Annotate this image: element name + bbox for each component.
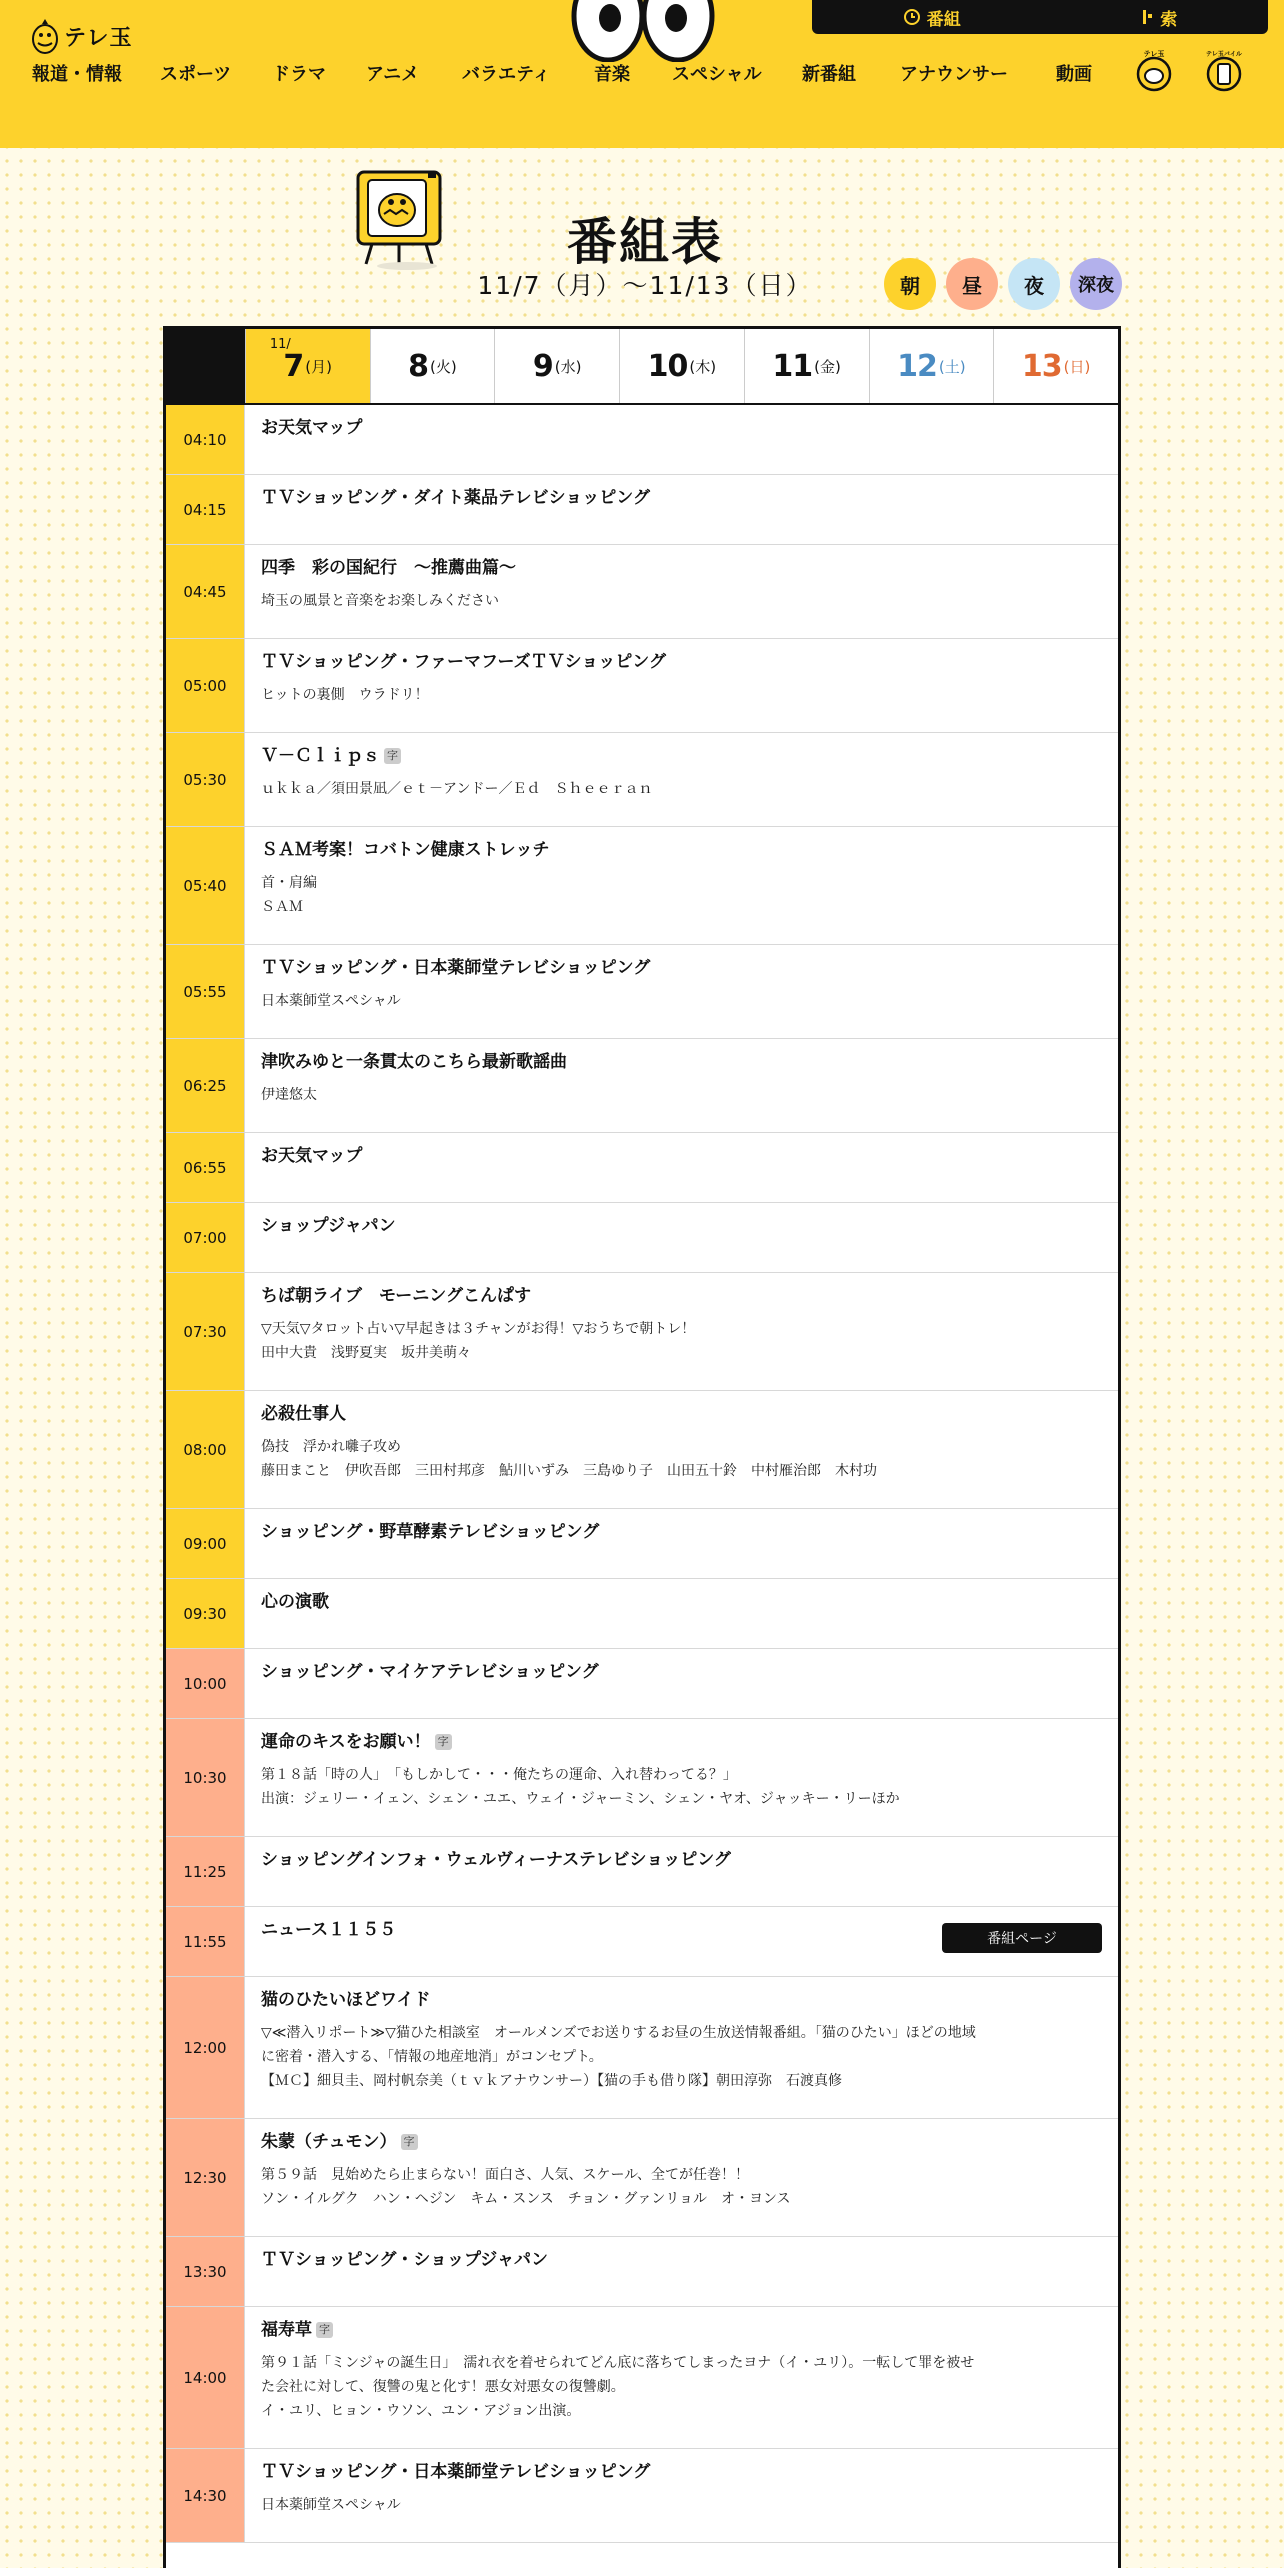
program-time: 09:00 (166, 1509, 245, 1578)
program-time: 11:25 (166, 1837, 245, 1906)
program-title-wrap (261, 1989, 1102, 2011)
program-row (166, 1203, 1118, 1273)
program-title-wrap (261, 1731, 1102, 1753)
program-time: 05:55 (166, 945, 245, 1038)
program-description-line: 偽技 浮かれ囃子攻め (261, 1439, 401, 1455)
program-cell[interactable] (245, 1203, 1118, 1272)
program-title: ＴＶショッピング・ダイト薬品テレビショッピング (261, 488, 650, 508)
program-title-wrap (261, 1403, 1102, 1425)
day-tab-9[interactable] (494, 329, 619, 403)
program-description (261, 871, 1102, 919)
day-tab-11[interactable] (744, 329, 869, 403)
program-title: ＴＶショッピング・日本薬師堂テレビショッピング (261, 2462, 651, 2482)
program-list (166, 405, 1118, 2543)
program-description (261, 989, 1102, 1013)
program-description (261, 1083, 1102, 1107)
day-tab-date: 8 (408, 348, 428, 384)
site-logo[interactable] (30, 16, 133, 56)
subtitle-badge: 字 (401, 2134, 418, 2150)
program-row (166, 1509, 1118, 1579)
program-title-wrap (261, 1051, 1102, 1073)
program-description-line: 首・肩編 (261, 875, 317, 891)
filter-late-night-label: 深夜 (1078, 275, 1114, 296)
program-cell[interactable] (245, 1649, 1118, 1718)
day-tab-date: 11 (772, 348, 813, 384)
program-title-wrap (261, 2249, 1102, 2271)
program-row (166, 1133, 1118, 1203)
program-schedule (163, 326, 1121, 2568)
program-description-line: ▽天気▽タロット占い▽早起きは３チャンがお得！▽おうちで朝トレ！ (261, 1321, 696, 1337)
main-nav (0, 60, 1284, 90)
nav-music[interactable]: 音楽 (594, 64, 630, 85)
program-title: ショッピング・マイケアテレビショッピング (261, 1662, 599, 1682)
program-time: 06:55 (166, 1133, 245, 1202)
program-row (166, 1391, 1118, 1509)
schedule-link[interactable] (903, 5, 961, 30)
program-description-line: 日本薬師堂スペシャル (261, 993, 401, 1009)
program-title-wrap (261, 839, 1102, 861)
program-cell[interactable] (245, 2119, 1118, 2236)
nav-drama[interactable]: ドラマ (272, 64, 326, 85)
program-title-wrap (261, 1521, 1102, 1543)
logo-text: テレ玉 (64, 25, 133, 51)
program-title: 福寿草 (261, 2320, 312, 2340)
program-description-line: ＳＡＭ (261, 899, 303, 915)
day-tab-date: 12 (897, 348, 937, 384)
program-time: 04:45 (166, 545, 245, 638)
mascot-logo-icon (30, 17, 60, 55)
program-cell[interactable] (245, 1273, 1118, 1390)
day-tab-date: 13 (1021, 348, 1062, 384)
day-tab-10[interactable] (619, 329, 744, 403)
program-description (261, 1435, 1102, 1483)
day-tab-weekday: (火) (430, 357, 457, 376)
top-utility-bar (812, 0, 1268, 34)
subtitle-badge: 字 (384, 748, 401, 764)
program-title: お天気マップ (261, 418, 363, 438)
program-row (166, 639, 1118, 733)
program-row (166, 2119, 1118, 2237)
program-title: ショップジャパン (261, 1216, 396, 1236)
program-time: 09:30 (166, 1579, 245, 1648)
program-title-wrap (261, 2319, 1102, 2341)
date-range: 11/7（月）〜11/13（日） (477, 271, 813, 300)
clock-icon (903, 8, 921, 26)
program-row (166, 475, 1118, 545)
program-description-line: 第５９話 見始めたら止まらない！面白さ、人気、スケール、全てが任巻！！ (261, 2167, 750, 2183)
program-row (166, 1907, 1118, 1977)
program-cell[interactable] (245, 1719, 1118, 1836)
program-description (261, 2163, 1102, 2211)
program-cell[interactable] (245, 545, 1118, 638)
program-cell[interactable] (245, 2449, 1118, 2542)
program-title-wrap (261, 487, 1102, 509)
day-tab-8[interactable] (370, 329, 495, 403)
program-cell[interactable] (245, 1133, 1118, 1202)
program-description-line: ヒットの裏側 ウラドリ！ (261, 687, 429, 703)
day-tab-weekday: (木) (689, 357, 717, 376)
program-time: 13:30 (166, 2237, 245, 2306)
filter-morning-button[interactable] (884, 258, 936, 310)
program-cell[interactable] (245, 1039, 1118, 1132)
program-description-line: 第１８話「時の人」 「もしかして・・・俺たちの運命、入れ替わってる？」 (261, 1767, 737, 1783)
program-row (166, 2307, 1118, 2449)
day-tab-weekday: (水) (554, 357, 582, 376)
day-tab-date: 7 (283, 348, 304, 384)
program-row (166, 1977, 1118, 2119)
program-title-wrap (261, 1215, 1102, 1237)
program-title: 猫のひたいほどワイド (261, 1990, 431, 2010)
program-description (261, 777, 1102, 801)
program-title: ニュース１１５５ (261, 1920, 397, 1940)
program-row (166, 827, 1118, 945)
program-description-line: ▽≪潜入リポート≫▽猫ひた相談室 オールメンズでお送りするお昼の生放送情報番組。「猫のひたい」ほどの地域 (261, 2025, 976, 2041)
page-title: 番組表 (567, 213, 723, 271)
day-tab-date: 10 (647, 348, 688, 384)
nav-videos[interactable]: 動画 (1056, 64, 1092, 85)
filter-evening-label: 夜 (1024, 273, 1044, 298)
program-title: ちば朝ライブ モーニングこんぱす (261, 1286, 531, 1306)
program-row (166, 945, 1118, 1039)
program-time: 10:00 (166, 1649, 245, 1718)
day-tab-weekday: (月) (305, 357, 332, 376)
filter-evening-button[interactable] (1008, 258, 1060, 310)
program-cell[interactable] (245, 2307, 1118, 2448)
day-tabs-corner (166, 329, 245, 403)
program-title: ＴＶショッピング・ファーマフーズＴＶショッピング (261, 652, 666, 672)
program-row (166, 1649, 1118, 1719)
program-title: 心の演歌 (261, 1592, 329, 1612)
tv-mascot-icon (352, 168, 462, 270)
program-title: ＳＡＭ考案！コバトン健康ストレッチ (261, 840, 550, 860)
program-title: ＴＶショッピング・ショップジャパン (261, 2250, 548, 2270)
program-time: 04:10 (166, 405, 245, 474)
filter-late-night-button[interactable] (1070, 258, 1122, 310)
program-title-wrap (261, 957, 1102, 979)
program-title-wrap (261, 651, 1102, 673)
nav-sports[interactable]: スポーツ (160, 64, 232, 85)
program-title-wrap (261, 1591, 1102, 1613)
day-tabs (166, 329, 1118, 405)
program-time: 06:25 (166, 1039, 245, 1132)
day-tab-weekday: (日) (1063, 357, 1091, 376)
program-cell[interactable] (245, 405, 1118, 474)
program-description-line: 藤田まこと 伊吹吾郎 三田村邦彦 鮎川いずみ 三島ゆり子 山田五十鈴 中村雁治郎 木村功 (261, 1463, 877, 1479)
program-title: お天気マップ (261, 1146, 363, 1166)
program-title: 津吹みゆと一条貫太のこちら最新歌謡曲 (261, 1052, 567, 1072)
program-description-line: 第９１話「ミンジャの誕生日」 濡れ衣を着せられてどん底に落ちてしまったヨナ（イ・ユリ）。一転して罪を被せ (261, 2355, 975, 2371)
day-tab-date: 9 (532, 348, 553, 384)
subtitle-badge: 字 (316, 2322, 333, 2338)
nav-special[interactable]: スペシャル (672, 64, 762, 85)
program-description-line: ｕｋｋａ／須田景凪／ｅｔ－アンドー／Ｅｄ Ｓｈｅｅｒａｎ (261, 781, 653, 797)
nav-news[interactable]: 報道・情報 (32, 64, 122, 85)
nav-new-programs[interactable]: 新番組 (802, 64, 856, 85)
day-tab-weekday: (土) (938, 357, 966, 376)
program-time: 07:30 (166, 1273, 245, 1390)
site-header (0, 0, 1284, 148)
program-title: Ｖ－Ｃｌｉｐｓ (261, 746, 380, 766)
program-description (261, 2351, 1102, 2423)
program-title: 四季 彩の国紀行 ～推薦曲篇～ (261, 558, 516, 578)
program-description (261, 1317, 1102, 1365)
program-title-wrap (261, 417, 1102, 439)
program-description-line: た会社に対して、復讐の鬼と化す！悪女対悪女の復讐劇。 (261, 2379, 625, 2395)
program-description (261, 683, 1102, 707)
program-cell[interactable] (245, 1391, 1118, 1508)
program-title: 運命のキスをお願い！ (261, 1732, 431, 1752)
program-time: 05:40 (166, 827, 245, 944)
program-description-line: ソン・イルグク ハン・ヘジン キム・スンス チョン・グァンリョル オ・ヨンス (261, 2191, 791, 2207)
program-cell[interactable] (245, 2237, 1118, 2306)
program-cell[interactable] (245, 733, 1118, 826)
teletama-mobile-icon[interactable] (1204, 48, 1244, 92)
program-page-button[interactable]: 番組ページ (942, 1923, 1102, 1953)
program-description-line: 埼玉の風景と音楽をお楽しみください (261, 593, 499, 609)
teletama-app-icon[interactable] (1134, 48, 1174, 92)
search-icon (1142, 8, 1154, 26)
program-cell[interactable] (245, 1579, 1118, 1648)
program-title-wrap (261, 2461, 1102, 2483)
program-time: 05:00 (166, 639, 245, 732)
program-row (166, 1273, 1118, 1391)
header-zigzag-edge (0, 135, 1284, 153)
program-row (166, 733, 1118, 827)
teletama-mobile-label: テレ玉バイル (1206, 51, 1242, 58)
day-tab-month: 11/ (269, 337, 291, 352)
program-time: 08:00 (166, 1391, 245, 1508)
filter-morning-label: 朝 (900, 273, 920, 298)
search-link[interactable] (1142, 5, 1177, 30)
program-description (261, 1763, 1102, 1811)
program-time: 10:30 (166, 1719, 245, 1836)
program-description (261, 2493, 1102, 2517)
program-cell[interactable] (245, 827, 1118, 944)
program-description-line: 出演：ジェリー・イェン、シェン・ユエ、ウェイ・ジャーミン、シェン・ヤオ、ジャッキー・リーほか (261, 1791, 900, 1807)
day-tab-13[interactable] (993, 329, 1118, 403)
program-title-wrap (261, 1661, 1102, 1683)
day-tab-7[interactable] (245, 329, 370, 403)
program-row (166, 1579, 1118, 1649)
program-cell[interactable] (245, 1977, 1118, 2118)
filter-noon-button[interactable] (946, 258, 998, 310)
program-title: ショッピングインフォ・ウェルヴィーナステレビショッピング (261, 1850, 731, 1870)
program-time: 14:30 (166, 2449, 245, 2542)
program-cell[interactable] (245, 475, 1118, 544)
program-description-line: 日本薬師堂スペシャル (261, 2497, 401, 2513)
teletama-app-label: テレ玉 (1143, 50, 1165, 58)
search-link-label: 索 (1160, 9, 1178, 30)
program-title-wrap (261, 745, 1102, 767)
program-time: 04:15 (166, 475, 245, 544)
program-description (261, 589, 1102, 613)
program-description-line: 【ＭＣ】細貝圭、岡村帆奈美（ｔｖｋアナウンサー）【猫の手も借り隊】朝田淳弥 石渡真修 (261, 2073, 842, 2089)
program-time: 05:30 (166, 733, 245, 826)
program-row (166, 2237, 1118, 2307)
program-time: 11:55 (166, 1907, 245, 1976)
program-title-wrap (261, 557, 1102, 579)
program-title: ＴＶショッピング・日本薬師堂テレビショッピング (261, 958, 651, 978)
program-cell[interactable] (245, 639, 1118, 732)
program-description-line: 田中大貴 浅野夏実 坂井美萌々 (261, 1345, 471, 1361)
mascot-eyes-icon (568, 0, 718, 62)
program-time: 12:30 (166, 2119, 245, 2236)
program-title: 朱蒙（チュモン） (261, 2132, 397, 2152)
program-time: 12:00 (166, 1977, 245, 2118)
day-tab-12[interactable] (869, 329, 994, 403)
program-title: ショッピング・野草酵素テレビショッピング (261, 1522, 600, 1542)
program-title: 必殺仕事人 (261, 1404, 346, 1424)
program-cell[interactable] (245, 1907, 1118, 1976)
program-description-line: 伊達悠太 (261, 1087, 317, 1103)
program-title-wrap (261, 1285, 1102, 1307)
schedule-link-label: 番組 (926, 9, 961, 30)
program-title-wrap (261, 1145, 1102, 1167)
day-tab-weekday: (金) (814, 357, 841, 376)
nav-anime[interactable]: アニメ (366, 64, 420, 85)
program-description (261, 2021, 1102, 2093)
program-row (166, 1837, 1118, 1907)
program-row (166, 1719, 1118, 1837)
nav-variety[interactable]: バラエティ (462, 64, 551, 85)
program-title-wrap (261, 2131, 1102, 2153)
program-cell[interactable] (245, 1837, 1118, 1906)
nav-announcers[interactable]: アナウンサー (900, 64, 1008, 85)
program-row (166, 545, 1118, 639)
program-description-line: に密着・潜入する、「情報の地産地消」がコンセプト。 (261, 2049, 603, 2065)
program-row (166, 1039, 1118, 1133)
program-cell[interactable] (245, 945, 1118, 1038)
filter-noon-label: 昼 (962, 273, 982, 298)
program-title-wrap (261, 1849, 1102, 1871)
program-time: 14:00 (166, 2307, 245, 2448)
program-time: 07:00 (166, 1203, 245, 1272)
subtitle-badge: 字 (435, 1734, 452, 1750)
program-cell[interactable] (245, 1509, 1118, 1578)
program-description-line: イ・ユリ、ヒョン・ウソン、ユン・アジョン出演。 (261, 2403, 581, 2419)
program-row (166, 2449, 1118, 2543)
program-row (166, 405, 1118, 475)
